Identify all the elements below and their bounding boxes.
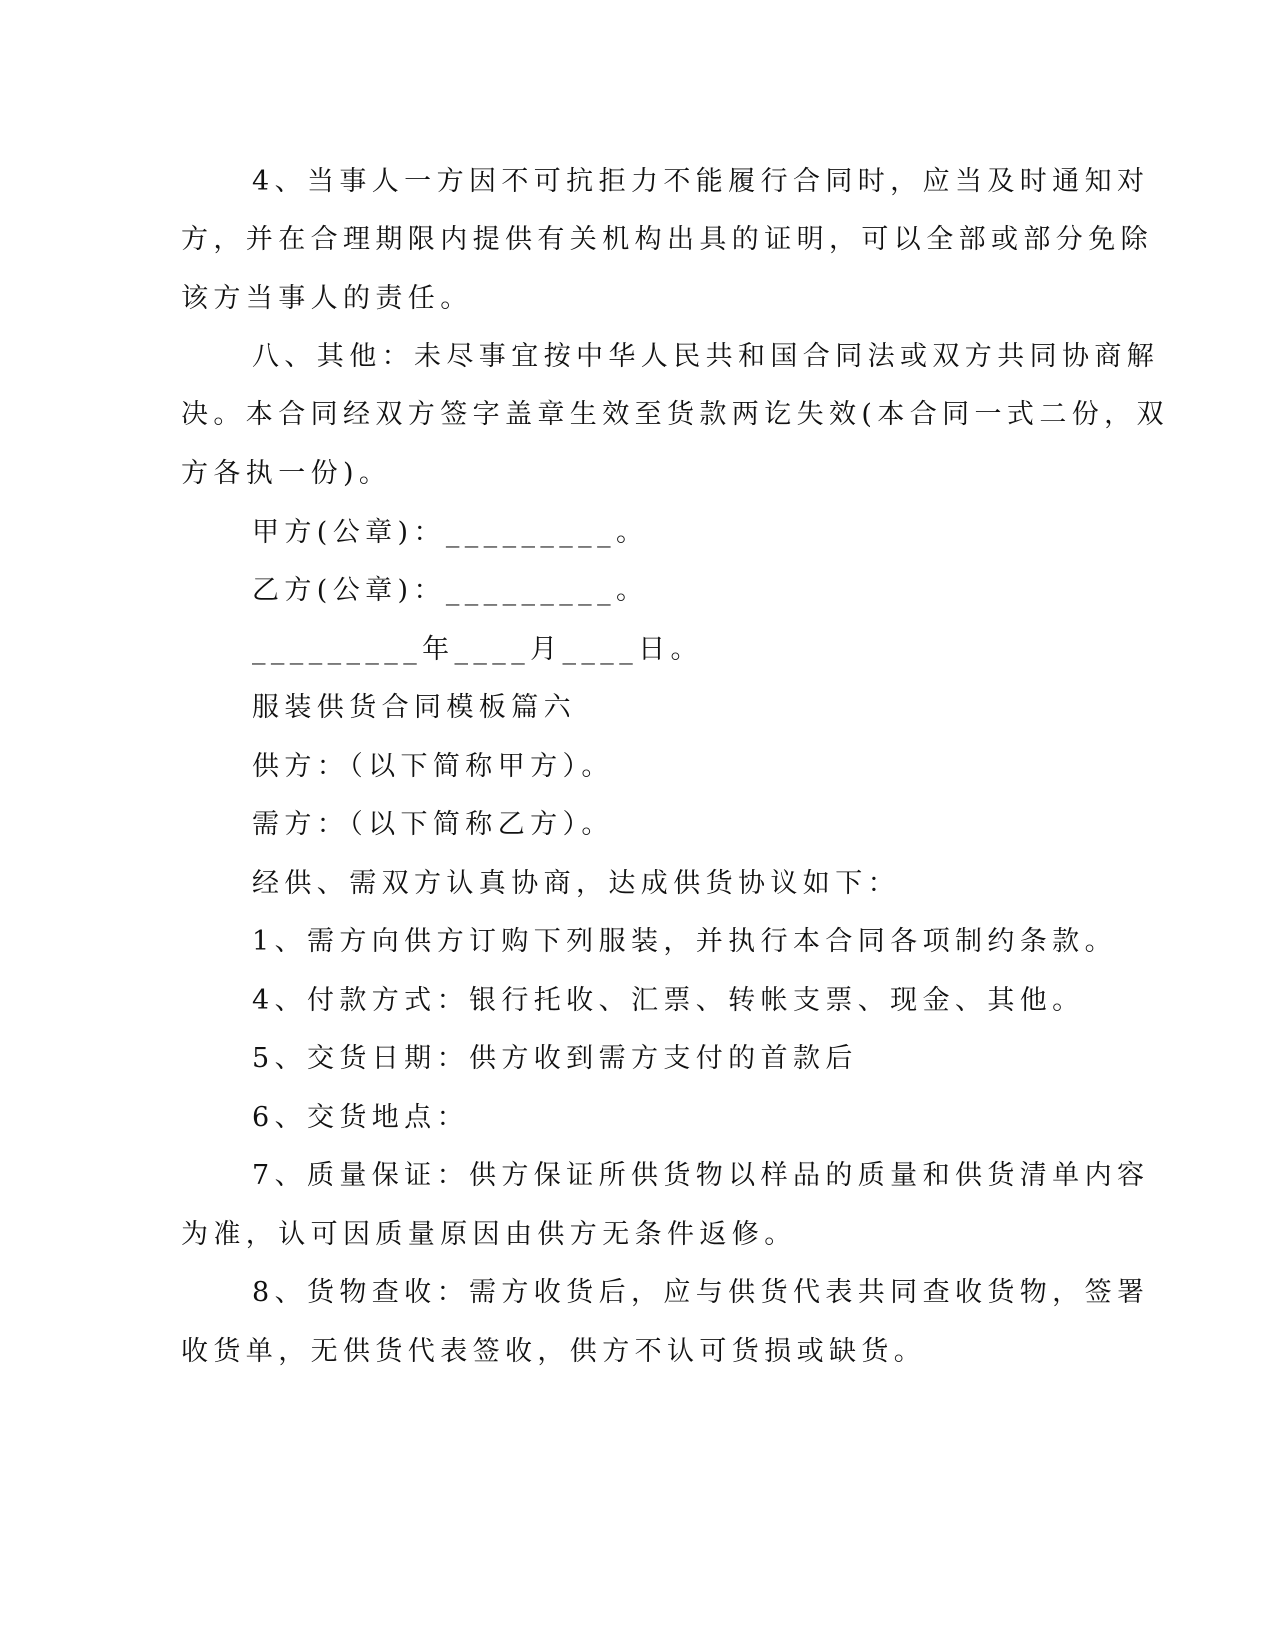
item-4-payment: 4、付款方式：银行托收、汇票、转帐支票、现金、其他。 [252,985,1085,1016]
item-5-delivery-date: 5、交货日期：供方收到需方支付的首款后 [252,1043,858,1074]
item-7-quality-line-2: 为准，认可因质量原因由供方无条件返修。 [181,1219,797,1250]
buyer-line: 需方：（以下简称乙方）。 [252,809,614,840]
item-8-inspection-line-2: 收货单，无供货代表签收，供方不认可货损或缺货。 [181,1336,927,1367]
item-8-inspection-line-1: 8、货物查收：需方收货后，应与供货代表共同查收货物，签署 [252,1277,1150,1308]
clause-4-force-majeure-line-1: 4、当事人一方因不可抗拒力不能履行合同时，应当及时通知对 [252,166,1150,197]
item-1-order: 1、需方向供方订购下列服装，并执行本合同各项制约条款。 [252,926,1117,957]
party-b-seal-line: 乙方(公章)：_________。 [252,575,649,606]
date-line: _________年____月____日。 [252,634,703,665]
clause-4-force-majeure-line-3: 该方当事人的责任。 [181,283,473,314]
clause-4-force-majeure-line-2: 方，并在合理期限内提供有关机构出具的证明，可以全部或部分免除 [181,224,1153,255]
party-a-seal-line: 甲方(公章)：_________。 [252,517,649,548]
clause-8-other-line-3: 方各执一份)。 [181,458,392,489]
item-7-quality-line-1: 7、质量保证：供方保证所供货物以样品的质量和供货清单内容 [252,1160,1150,1191]
supplier-line: 供方：（以下简称甲方）。 [252,751,614,782]
clause-8-other-line-1: 八、其他：未尽事宜按中华人民共和国合同法或双方共同协商解 [252,341,1160,372]
agreement-intro: 经供、需双方认真协商，达成供货协议如下： [252,868,900,899]
item-6-delivery-place: 6、交货地点： [252,1102,469,1133]
clause-8-other-line-2: 决。本合同经双方签字盖章生效至货款两讫失效(本合同一式二份，双 [181,399,1169,430]
section-heading: 服装供货合同模板篇六 [252,692,576,723]
